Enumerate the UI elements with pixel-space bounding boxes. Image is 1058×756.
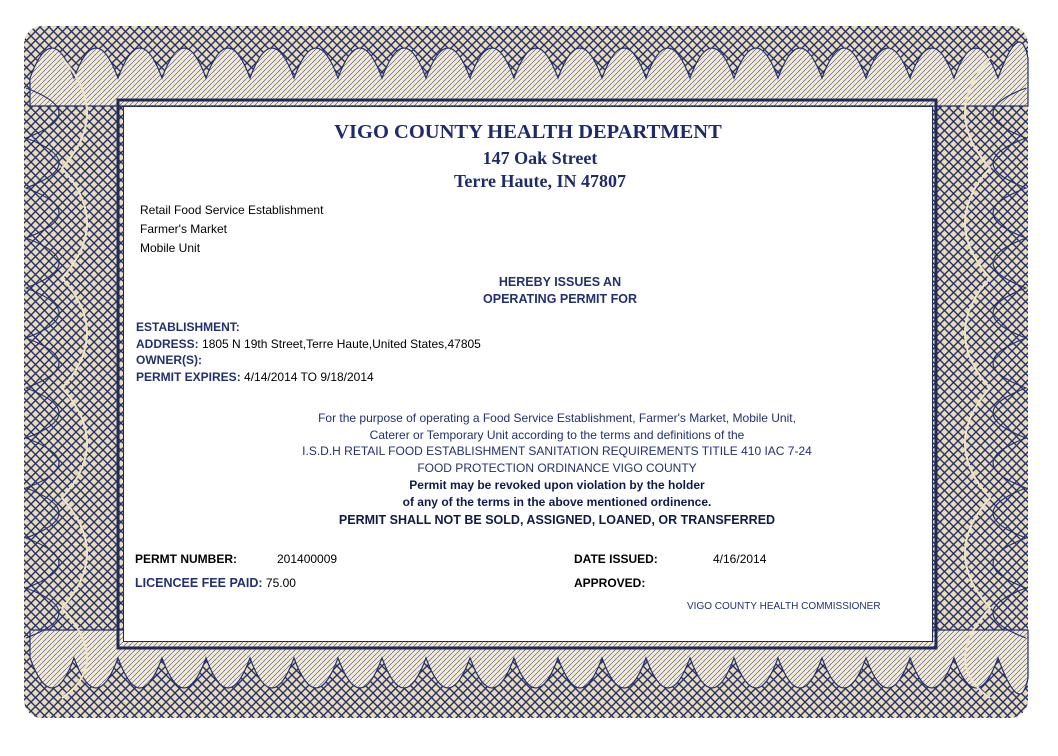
terms-revocation-1: Permit may be revoked upon violation by the holder	[409, 478, 705, 492]
approved-label: APPROVED:	[574, 576, 646, 590]
permit-expires-value: 4/14/2014 TO 9/18/2014	[244, 370, 374, 384]
permit-number-label: PERMT NUMBER:	[135, 552, 237, 566]
department-title: VIGO COUNTY HEALTH DEPARTMENT	[334, 121, 722, 143]
fee-value: 75.00	[265, 576, 296, 590]
terms-line-1: For the purpose of operating a Food Service Establishment, Farmer's Market, Mobile Unit,	[318, 411, 796, 425]
terms-transfer-notice: PERMIT SHALL NOT BE SOLD, ASSIGNED, LOANED, OR TRANSFERRED	[338, 513, 776, 527]
establishment-label: ESTABLISHMENT:	[136, 320, 240, 334]
permit-number-value: 201400009	[277, 552, 338, 566]
commissioner-title: VIGO COUNTY HEALTH COMMISSIONER	[687, 601, 881, 612]
address-value: 1805 N 19th Street,Terre Haute,United States,47805	[202, 337, 481, 351]
terms-line-3: I.S.D.H RETAIL FOOD ESTABLISHMENT SANITATION REQUIREMENTS TITILE 410 IAC 7-24	[302, 444, 812, 458]
date-issued-value: 4/16/2014	[713, 552, 767, 566]
issuance-line-2: OPERATING PERMIT FOR	[483, 292, 637, 306]
department-street: 147 Oak Street	[482, 148, 598, 168]
establishment-type-retail: Retail Food Service Establishment	[140, 203, 324, 217]
terms-line-2: Caterer or Temporary Unit according to the terms and definitions of the	[369, 428, 745, 442]
permit-expires-label: PERMIT EXPIRES:	[136, 370, 241, 384]
department-city: Terre Haute, IN 47807	[454, 171, 626, 191]
address-row	[136, 337, 481, 351]
establishment-row	[136, 320, 240, 334]
terms-revocation-2: of any of the terms in the above mentioned ordinence.	[402, 495, 712, 509]
address-label: ADDRESS:	[136, 337, 199, 351]
permit-expires-row	[136, 370, 374, 384]
owners-label: OWNER(S):	[136, 353, 202, 367]
establishment-type-mobile-unit: Mobile Unit	[140, 241, 201, 255]
date-issued-label: DATE ISSUED:	[574, 552, 658, 566]
fee-label: LICENCEE FEE PAID:	[135, 576, 263, 590]
establishment-type-farmers-market: Farmer's Market	[140, 222, 227, 236]
issuance-line-1: HEREBY ISSUES AN	[498, 275, 622, 289]
owners-row	[136, 353, 202, 367]
fee-row	[135, 576, 296, 590]
terms-line-4: FOOD PROTECTION ORDINANCE VIGO COUNTY	[417, 461, 697, 475]
